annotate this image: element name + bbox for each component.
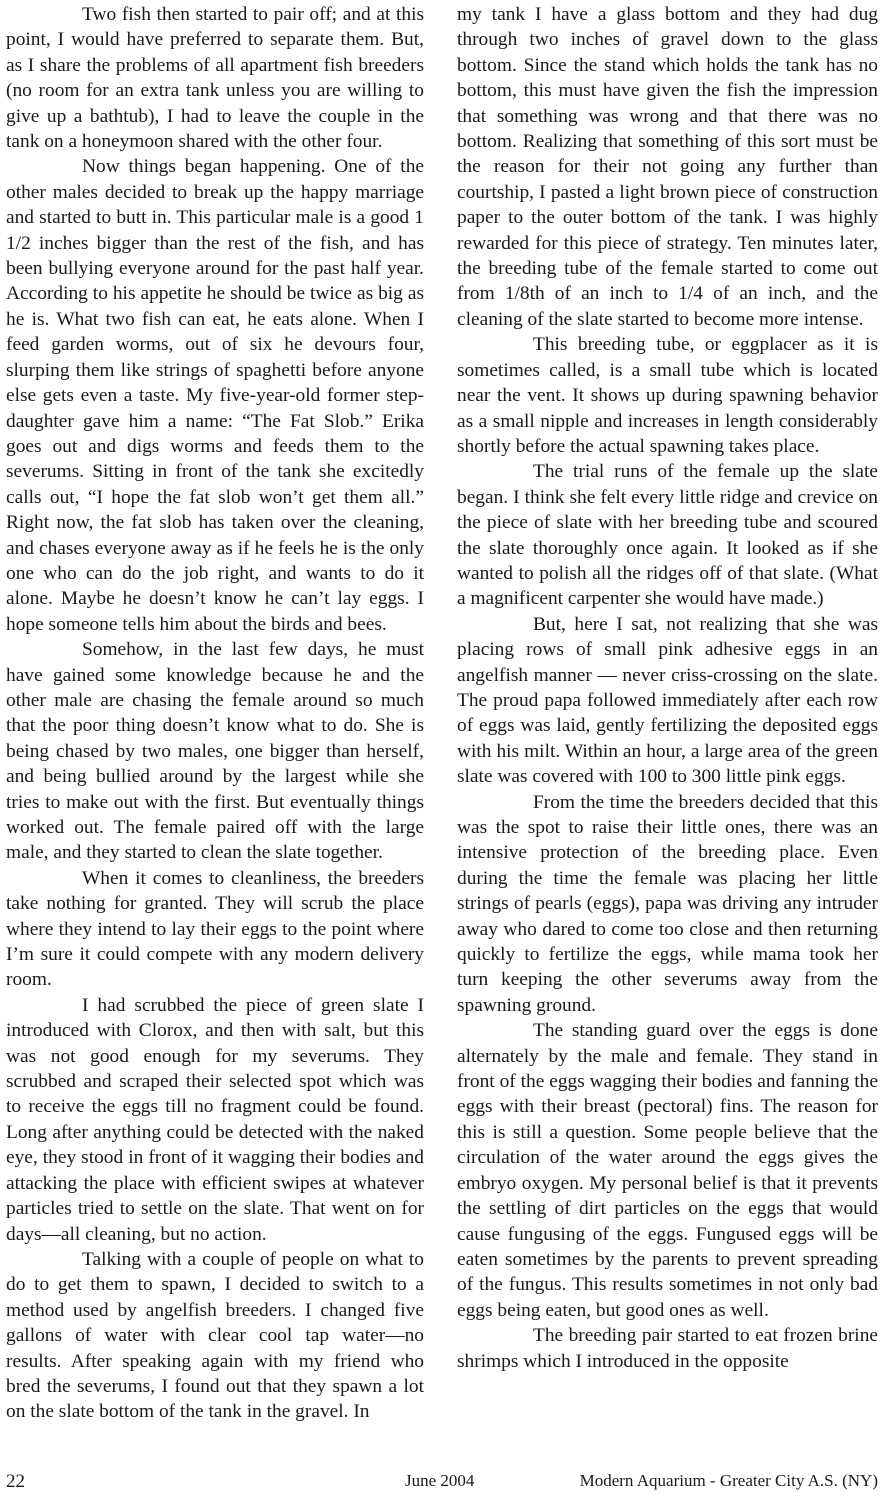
paragraph: This breeding tube, or eggplacer as it is sometimes called, is a small tube which is located near the vent. It shows up during spawning behavior as a small nipple and increases in length considerably shortly before the actual spawning takes place. — [457, 334, 878, 457]
paragraph: The breeding pair started to eat frozen brine shrimps which I introduced in the opposite — [457, 1325, 878, 1372]
publication-name: Modern Aquarium - Greater City A.S. (NY) — [579, 1471, 878, 1490]
paragraph: The trial runs of the female up the slate began. I think she felt every little ridge and crevice on the piece of slate with her breeding tube and scoured the slate thoroughly once again. It looked as if she wanted to polish all the ridges off of that slate. (What a magnificent carpenter she would have made.) — [457, 461, 878, 610]
paragraph: Now things began happening. One of the other males decided to break up the happy marriage and started to butt in. This particular male is a good 1 1/2 inches bigger than the rest of the fish, and has been bullying everyone around for the past half year. According to his appetite he should be twice as big as he is. What two fish can eat, he eats alone. When I feed garden worms, out of six he devours four, slurping them like strings of spaghetti before anyone else gets even a taste. My five-year-old former step-daughter gave him a name: “The Fat Slob.” Erika goes out and digs worms and feeds them to the severums. Sitting in front of the tank she excitedly calls out, “I hope the fat slob won’t get them all.” Right now, the fat slob has taken over the cleaning, and chases everyone away as if he feels he is the only one who can do the job right, and wants to do it alone. Maybe he doesn’t know he can’t lay eggs. I hope someone tells him about the birds and bees. — [6, 156, 424, 635]
paragraph-continuation: my tank I have a glass bottom and they had dug through two inches of gravel down to the glass bottom. Since the stand which holds the tank has no bottom, this must have given the fish the impression that something was wrong and that there was no bottom. Realizing that something of this sort must be the reason for their not going any further than courtship, I pasted a light brown piece of construction paper to the outer bottom of the tank. I was highly rewarded for this piece of strategy. Ten minutes later, the breeding tube of the female started to come out from 1/8th of an inch to 1/4 of an inch, and the cleaning of the slate started to become more intense. — [457, 4, 878, 330]
right-column — [457, 2, 878, 1374]
paragraph: I had scrubbed the piece of green slate I introduced with Clorox, and then with salt, but this was not good enough for my severums. They scrubbed and scraped their selected spot which was to receive the eggs till no fragment could be found. Long after anything could be detected with the naked eye, they stood in front of it wagging their bodies and attacking the place with efficient swipes at whatever particles tried to settle on the slate. That went on for days—all cleaning, but no action. — [6, 994, 424, 1245]
page-footer — [6, 1471, 878, 1497]
paragraph: From the time the breeders decided that this was the spot to raise their little ones, there was an intensive protection of the breeding place. Even during the time the female was placing her little strings of pearls (eggs), papa was driving any intruder away who dared to come too close and then returning quickly to fertilize the eggs, while mama took her turn keeping the other severums away from the spawning ground. — [457, 791, 878, 1016]
paragraph: Talking with a couple of people on what to do to get them to spawn, I decided to switch to a method used by angelfish breeders. I changed five gallons of water with clear cool tap water—no results. After speaking again with my friend who bred the severums, I found out that they spawn a lot on the slate bottom of the tank in the gravel. In — [6, 1248, 424, 1423]
left-column — [6, 2, 424, 1425]
page-number: 22 — [6, 1471, 25, 1492]
issue-date: June 2004 — [405, 1471, 475, 1490]
paragraph: When it comes to cleanliness, the breeders take nothing for granted. They will scrub the place where they intend to lay their eggs to the point where I’m sure it could compete with any modern delivery room. — [6, 867, 424, 991]
paragraph: Somehow, in the last few days, he must have gained some knowledge because he and the other male are chasing the female around so much that the poor thing doesn’t know what to do. She is being chased by two males, one bigger than herself, and being bullied around by the largest while she tries to make out with the first. But eventually things worked out. The female paired off with the large male, and they started to clean the slate together. — [6, 639, 424, 864]
paragraph: Two fish then started to pair off; and at this point, I would have preferred to separate them. But, as I share the problems of all apartment fish breeders (no room for an extra tank unless you are willing to give up a bathtub), I had to leave the couple in the tank on a honeymoon shared with the other four. — [6, 4, 424, 153]
paragraph: But, here I sat, not realizing that she was placing rows of small pink adhesive eggs in an angelfish manner — never criss-crossing on the slate. The proud papa followed immediately after each row of eggs was laid, gently fertilizing the deposited eggs with his milt. Within an hour, a large area of the green slate was covered with 100 to 300 little pink eggs. — [457, 613, 878, 788]
paragraph: The standing guard over the eggs is done alternately by the male and female. They stand in front of the eggs wagging their bodies and fanning the eggs with their breast (pectoral) fins. The reason for this is still a question. Some people believe that the circulation of the water around the eggs gives the embryo oxygen. My personal belief is that it prevents the settling of dirt particles on the eggs that would cause fungusing of the eggs. Fungused eggs will be eaten sometimes by the parents to prevent spreading of the fungus. This results sometimes in not only bad eggs being eaten, but good ones as well. — [457, 1020, 878, 1321]
